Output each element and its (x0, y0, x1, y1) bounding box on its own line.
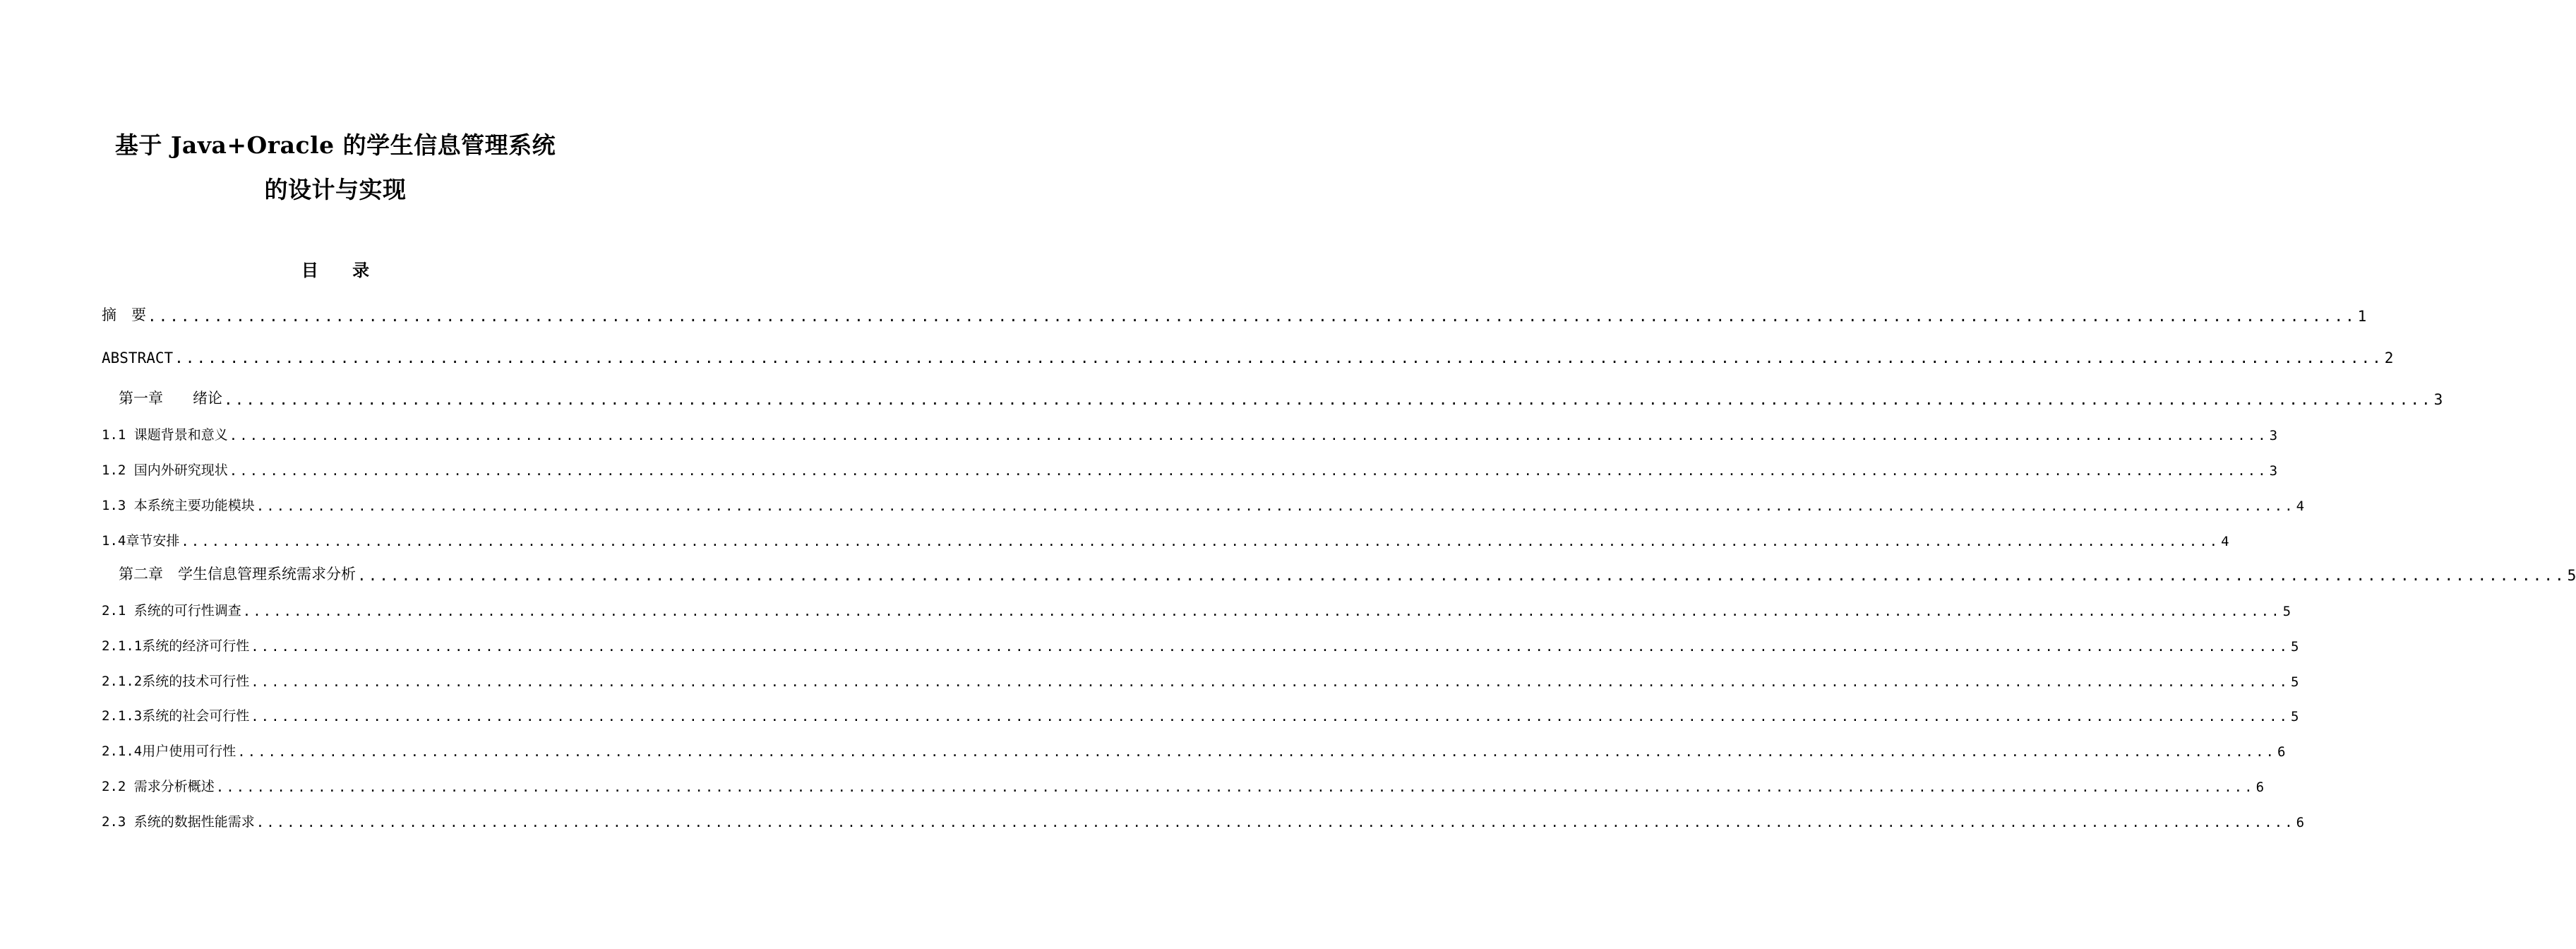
toc-entry[interactable] (102, 345, 2394, 366)
toc-dot-leader: ........................................................................................................................................................................................................ (229, 428, 2268, 443)
toc-entry-label: 第一章 绪论 (119, 390, 222, 407)
toc-entry-label: 2.1.2系统的技术可行性 (102, 674, 250, 689)
toc-dot-leader: ........................................................................................................................................................................................................ (242, 604, 2282, 619)
toc-page-number: 6 (2256, 780, 2265, 795)
toc-entry[interactable] (102, 528, 2229, 549)
toc-entry-label: 2.1.1系统的经济可行性 (102, 638, 250, 654)
toc-page-number: 5 (2282, 604, 2292, 619)
toc-entry-label: 1.2 国内外研究现状 (102, 462, 228, 478)
toc-entry-label: 2.1.3系统的社会可行性 (102, 708, 250, 724)
toc-dot-leader: ........................................................................................................................................................................................................ (237, 744, 2276, 760)
toc-entry[interactable] (102, 633, 2299, 655)
toc-entry[interactable] (102, 422, 2278, 443)
toc-page-number: 5 (2567, 567, 2576, 584)
toc-entry-label: 2.3 系统的数据性能需求 (102, 814, 255, 830)
toc-entry[interactable] (102, 739, 2286, 760)
toc-entry[interactable] (102, 774, 2265, 795)
toc-heading: 目 录 (301, 261, 370, 280)
toc-entry[interactable] (102, 458, 2278, 479)
toc-page-number: 3 (2433, 391, 2443, 408)
toc-page-number: 3 (2269, 428, 2278, 443)
toc-dot-leader: ........................................................................................................................................................................................................ (256, 815, 2295, 830)
toc-dot-leader: ........................................................................................................................................................................................................ (148, 308, 2356, 325)
toc-entry[interactable] (102, 809, 2305, 830)
toc-entry-label: 2.1 系统的可行性调查 (102, 603, 241, 619)
toc-dot-leader: ........................................................................................................................................................................................................ (215, 780, 2255, 795)
toc-page-number: 2 (2384, 350, 2394, 366)
toc-entry-label: 2.2 需求分析概述 (102, 779, 215, 794)
toc-page-number: 1 (2357, 308, 2367, 325)
document-title-line-2: 的设计与实现 (264, 176, 407, 203)
toc-entry-label: 1.1 课题背景和意义 (102, 427, 228, 443)
toc-dot-leader: ........................................................................................................................................................................................................ (224, 391, 2433, 408)
toc-entry-label: 1.3 本系统主要功能模块 (102, 498, 255, 513)
toc-page-number: 6 (2277, 744, 2286, 760)
toc-page-number: 5 (2291, 674, 2299, 690)
toc-dot-leader: ........................................................................................................................................................................................................ (174, 350, 2383, 366)
toc-entry[interactable] (102, 598, 2292, 619)
toc-entry[interactable] (119, 563, 2576, 584)
toc-entry-label: 2.1.4用户使用可行性 (102, 744, 236, 759)
toc-entry[interactable] (102, 703, 2299, 724)
toc-page-number: 4 (2221, 534, 2229, 549)
toc-entry[interactable] (102, 669, 2299, 690)
toc-entry-label: 第二章 学生信息管理系统需求分析 (119, 566, 356, 583)
toc-dot-leader: ........................................................................................................................................................................................................ (229, 463, 2268, 479)
toc-page-number: 5 (2291, 709, 2299, 724)
toc-page-number: 4 (2296, 499, 2305, 514)
toc-dot-leader: ........................................................................................................................................................................................................ (357, 567, 2566, 584)
toc-entry-label: ABSTRACT (102, 350, 174, 366)
toc-page-number: 5 (2291, 639, 2299, 655)
toc-entry-label: 1.4章节安排 (102, 533, 180, 549)
toc-dot-leader: ........................................................................................................................................................................................................ (181, 534, 2220, 549)
toc-dot-leader: ........................................................................................................................................................................................................ (251, 674, 2289, 690)
toc-entry[interactable] (102, 493, 2305, 514)
toc-page-number: 6 (2296, 815, 2305, 830)
toc-dot-leader: ........................................................................................................................................................................................................ (251, 709, 2289, 724)
toc-entry-label: 摘 要 (102, 306, 146, 323)
toc-entry[interactable] (102, 304, 2367, 325)
toc-entry[interactable] (119, 387, 2443, 408)
toc-page-number: 3 (2269, 463, 2278, 479)
toc-dot-leader: ........................................................................................................................................................................................................ (256, 499, 2295, 514)
document-title-line-1: 基于 Java+Oracle 的学生信息管理系统 (114, 131, 556, 159)
toc-dot-leader: ........................................................................................................................................................................................................ (251, 639, 2289, 655)
